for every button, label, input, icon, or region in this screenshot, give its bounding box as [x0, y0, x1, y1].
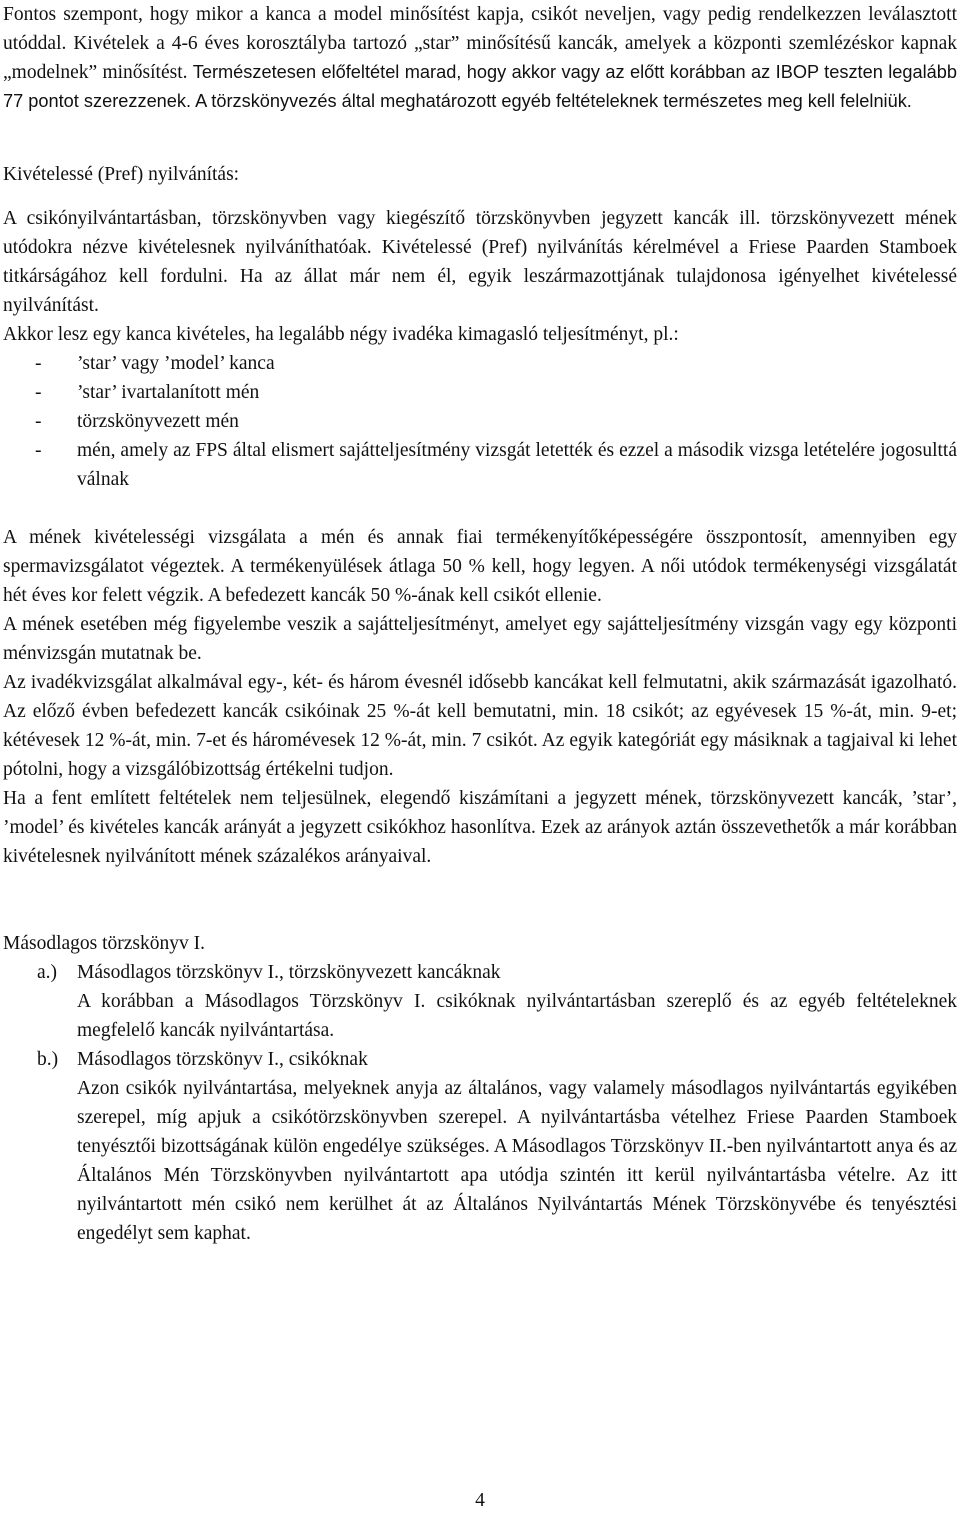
pref-paragraph-5: Az ivadékvizsgálat alkalmával egy-, két- és három évesnél idősebb kancákat kell felmutatni, akik származását igazolható. Az előző évben befedezett kancák csikóinak 25 %-át kell bemutatni, min. 18 csikót; az egyévesek 15 %-át, min. 9-et; kétévesek 12 %-át, min. 7-et és háromévesek 12 %-át, min. 7 csikót. Az egyik kategóriát egy másiknak a tagjaival ki lehet pótolni, hogy a vizsgálóbizottság értékelni tudjon. [3, 672, 957, 780]
intro-paragraph [3, 0, 957, 116]
subsection-body: Azon csikók nyilvántartása, melyeknek anyja az általános, vagy valamely másodlagos nyilvántartás egyikében szerepel, míg apjuk a csikótörzskönyvben szerepel. A nyilvántartásba vételhez Friese Paarden Stamboek tenyésztői bizottságának külön engedélye szükséges. A Másodlagos Törzskönyv II.-ben nyilvántartott anya és az Általános Mén Törzskönyvben nyilvántartott apa utódja szintén itt kerül nyilvántartásba vételre. Az itt nyilvántartott mén csikó nem kerülhet át az Általános Nyilvántartás Mének Törzskönyvébe és tenyésztési engedélyt sem kaphat. [77, 1078, 957, 1244]
subsection-label: a.) [37, 962, 58, 983]
pref-paragraph-6: Ha a fent említett feltételek nem teljesülnek, elegendő kiszámítani a jegyzett mének, törzskönyvezett kancák, ’star’, ’model’ és kivételes kancák arányát a jegyzett csikókhoz hasonlítva. Ezek az arányok aztán összevethetők a már korábban kivételesnek nyilvánított mének százalékos arányaival. [3, 788, 957, 867]
list-item [3, 378, 957, 407]
intro-serif-text: Fontos szempont, hogy mikor a kanca a model minősítést kapja, csikót neveljen, vagy pedig rendelkezzen leválasztott utóddal. Kivételek a 4-6 éves korosztályba tartozó „star” minősítésű kancák, amelyek a központi szemlézéskor kapnak „modelnek” minősítést. [3, 4, 957, 83]
list-item [3, 349, 957, 378]
pref-paragraph-1: A csikónyilvántartásban, törzskönyvben vagy kiegészítő törzskönyvben jegyzett kancák ill. törzskönyvezett mének utódokra nézve kivételesnek nyilváníthatóak. Kivételessé (Pref) nyilvánítás kérelmével a Friese Paarden Stamboek titkárságához kell fordulni. Ha az állat már nem él, egyik leszármazottjának tulajdonosa igényelhet kivételessé nyilvánítást. [3, 208, 957, 316]
secondary-section-b [3, 1045, 957, 1248]
list-dash: - [35, 353, 42, 374]
subsection-title: Másodlagos törzskönyv I., törzskönyvezett kancáknak [77, 962, 501, 983]
intro-sans-text: Természetesen előfeltétel marad, hogy akkor vagy az előtt korábban az IBOP teszten legalább 77 pontot szerezzenek. A törzskönyvezés által meghatározott egyéb feltételeknek természetes meg kell felelniük. [3, 62, 958, 111]
secondary-heading: Másodlagos törzskönyv I. [3, 933, 206, 954]
list-dash: - [35, 382, 42, 403]
pref-paragraph-2: Akkor lesz egy kanca kivételes, ha legalább négy ivadéka kimagasló teljesítményt, pl.: [3, 324, 679, 345]
page-number: 4 [475, 1490, 485, 1511]
subsection-title-row [3, 1045, 957, 1074]
list-dash: - [35, 440, 42, 461]
list-item-text: mén, amely az FPS által elismert sajátteljesítmény vizsgát letették és ezzel a második vizsga letételére jogosulttá válnak [77, 440, 957, 490]
list-item-text: ’star’ vagy ’model’ kanca [77, 353, 275, 374]
pref-paragraph-4: A mének esetében még figyelembe veszik a sajátteljesítményt, amelyet egy sajátteljesítmény vizsgán vagy egy központi ménvizsgán mutatnak be. [3, 614, 957, 664]
pref-heading: Kivételessé (Pref) nyilvánítás: [3, 164, 240, 185]
subsection-title: Másodlagos törzskönyv I., csikóknak [77, 1049, 368, 1070]
secondary-section-a [3, 958, 957, 1045]
subsection-label: b.) [37, 1049, 59, 1070]
list-item-text: ’star’ ivartalanított mén [77, 382, 260, 403]
list-item [3, 407, 957, 436]
list-item [3, 436, 957, 494]
document-page [3, 0, 957, 1248]
subsection-body: A korábban a Másodlagos Törzskönyv I. csikóknak nyilvántartásban szereplő és az egyéb feltételeknek megfelelő kancák nyilvántartása. [77, 991, 957, 1041]
list-item-text: törzskönyvezett mén [77, 411, 239, 432]
pref-paragraph-3: A mének kivételességi vizsgálata a mén és annak fiai termékenyítőképességére összpontosít, amennyiben egy spermavizsgálatot végeztek. A termékenyülések átlaga 50 % kell, hogy legyen. A női utódok termékenységi vizsgálatát hét éves kor felett végzik. A befedezett kancák 50 %-ának kell csikót ellenie. [3, 527, 957, 606]
subsection-title-row [3, 958, 957, 987]
achievement-list [3, 349, 957, 494]
list-dash: - [35, 411, 42, 432]
